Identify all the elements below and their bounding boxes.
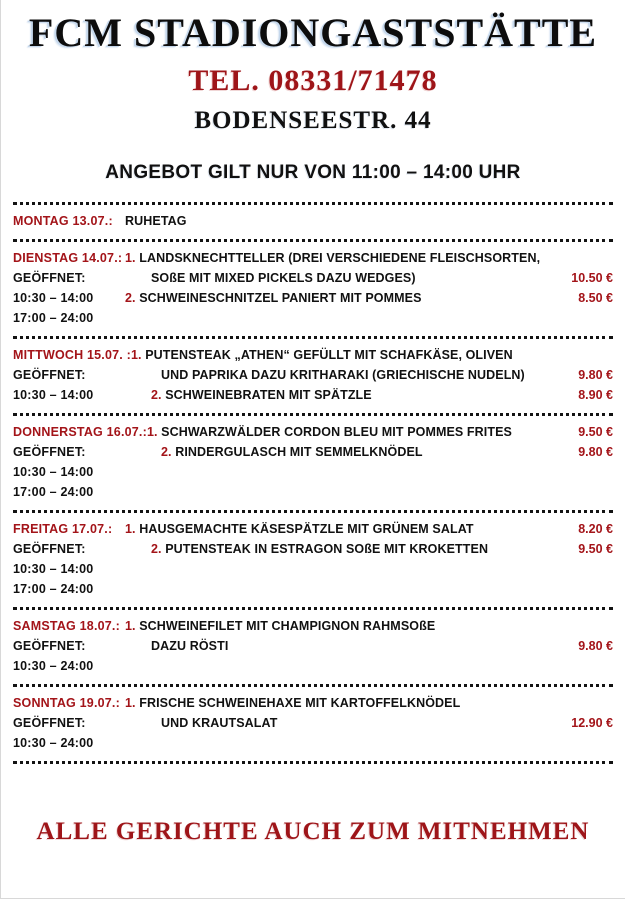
menu-row	[13, 366, 613, 386]
dish-text: SCHWEINEBRATEN MIT SPÄTZLE	[165, 388, 372, 402]
dish-name	[125, 212, 551, 231]
phone-number: TEL. 08331/71478	[188, 64, 438, 97]
menu-row	[13, 249, 613, 269]
dish-price	[551, 617, 613, 623]
opening-hours-label: GEÖFFNET:	[13, 368, 86, 382]
dish-price	[551, 580, 613, 586]
menu-row	[13, 483, 613, 503]
dish-text: SOßE MIT MIXED PICKELS DAZU WEDGES)	[151, 271, 416, 285]
opening-hours-label: 10:30 – 24:00	[13, 659, 94, 673]
day-block	[13, 687, 613, 761]
day-label: SONNTAG 19.07.:	[13, 696, 120, 710]
dish-number: 2.	[161, 445, 176, 459]
page-header	[1, 0, 625, 184]
dish-name	[125, 657, 551, 663]
page-footer	[1, 818, 625, 846]
menu-row	[13, 309, 613, 329]
dish-name	[125, 734, 551, 740]
menu-row	[13, 580, 613, 600]
dish-price: 9.50 €	[578, 542, 613, 556]
dish-price	[551, 309, 613, 315]
menu-row	[13, 346, 613, 366]
dish-text: UND KRAUTSALAT	[161, 716, 278, 730]
opening-hours-label: 10:30 – 14:00	[13, 291, 94, 305]
menu-row	[13, 540, 613, 560]
takeaway-note: ALLE GERICHTE AUCH ZUM MITNEHMEN	[36, 818, 590, 845]
day-label: DONNERSTAG 16.07.:	[13, 425, 147, 439]
dish-text: UND PAPRIKA DAZU KRITHARAKI (GRIECHISCHE NUDELN)	[161, 368, 525, 382]
day-label: MONTAG 13.07.:	[13, 214, 113, 228]
menu-row	[13, 637, 613, 657]
dish-name	[125, 617, 551, 636]
opening-hours-label: 10:30 – 14:00	[13, 465, 94, 479]
menu-row	[13, 617, 613, 637]
dish-text: LANDSKNECHTTELLER (DREI VERSCHIEDENE FLEISCHSORTEN,	[139, 251, 541, 265]
dish-text: PUTENSTEAK IN ESTRAGON SOßE MIT KROKETTEN	[165, 542, 489, 556]
opening-hours-label: GEÖFFNET:	[13, 716, 86, 730]
opening-hours-label: GEÖFFNET:	[13, 542, 86, 556]
dish-name	[125, 309, 551, 315]
menu-row	[13, 694, 613, 714]
dish-price: 12.90 €	[571, 716, 613, 730]
dish-text: DAZU RÖSTI	[151, 639, 229, 653]
dish-name	[125, 386, 551, 405]
menu-row	[13, 463, 613, 483]
dish-text: SCHWEINESCHNITZEL PANIERT MIT POMMES	[139, 291, 422, 305]
dish-text: SCHWARZWÄLDER CORDON BLEU MIT POMMES FRITES	[161, 425, 512, 439]
dish-number: 1.	[125, 619, 140, 633]
day-block	[13, 416, 613, 510]
dish-price	[551, 560, 613, 566]
menu-row	[13, 289, 613, 309]
dish-price	[551, 346, 613, 352]
day-block	[13, 339, 613, 413]
day-block	[13, 242, 613, 336]
dish-text: RUHETAG	[125, 214, 187, 228]
dish-price	[551, 249, 613, 255]
opening-hours-label: GEÖFFNET:	[13, 639, 86, 653]
menu-row	[13, 520, 613, 540]
dish-name	[125, 520, 551, 539]
dish-text: RINDERGULASCH MIT SEMMELKNÖDEL	[175, 445, 423, 459]
menu-row	[13, 443, 613, 463]
dish-number: 1.	[146, 425, 162, 439]
dish-name	[125, 289, 551, 308]
dish-price: 8.90 €	[578, 388, 613, 402]
menu-row	[13, 560, 613, 580]
dish-name	[125, 580, 551, 586]
dish-name	[125, 249, 551, 268]
dish-price	[551, 694, 613, 700]
page-title: FCM STADIONGASTSTÄTTE	[28, 10, 598, 55]
dish-price	[551, 463, 613, 469]
dish-number: 2.	[125, 291, 140, 305]
menu-row	[13, 714, 613, 734]
dish-price: 9.80 €	[578, 368, 613, 382]
dish-name	[131, 346, 551, 365]
dish-text: SCHWEINEFILET MIT CHAMPIGNON RAHMSOßE	[139, 619, 436, 633]
menu-row	[13, 657, 613, 677]
day-label: MITTWOCH 15.07. :	[13, 348, 131, 362]
menu-row	[13, 269, 613, 289]
dish-price: 9.80 €	[578, 445, 613, 459]
dish-name	[125, 694, 551, 713]
dish-price: 10.50 €	[571, 271, 613, 285]
dish-name	[125, 269, 551, 288]
day-label: FREITAG 17.07.:	[13, 522, 113, 536]
opening-hours-label: 10:30 – 14:00	[13, 562, 94, 576]
day-label: SAMSTAG 18.07.:	[13, 619, 120, 633]
opening-hours-label: 17:00 – 24:00	[13, 311, 94, 325]
day-block	[13, 205, 613, 239]
opening-hours-label: 10:30 – 24:00	[13, 736, 94, 750]
dish-name	[125, 463, 551, 469]
section-separator	[13, 761, 613, 764]
opening-hours-label: GEÖFFNET:	[13, 445, 86, 459]
dish-price	[551, 483, 613, 489]
dish-price: 8.20 €	[578, 522, 613, 536]
dish-price	[551, 657, 613, 663]
opening-hours-label: 17:00 – 24:00	[13, 582, 94, 596]
day-block	[13, 513, 613, 607]
menu-row	[13, 212, 613, 232]
day-block	[13, 610, 613, 684]
opening-hours-label: GEÖFFNET:	[13, 271, 86, 285]
dish-name	[125, 443, 551, 462]
dish-number: 1.	[125, 522, 140, 536]
menu-row	[13, 423, 613, 443]
dish-price: 8.50 €	[578, 291, 613, 305]
dish-name	[125, 540, 551, 559]
dish-price: 9.50 €	[578, 425, 613, 439]
opening-hours-label: 10:30 – 14:00	[13, 388, 94, 402]
dish-number: 1.	[131, 348, 146, 362]
menu-row	[13, 734, 613, 754]
dish-price: 9.80 €	[578, 639, 613, 653]
dish-number: 1.	[125, 696, 140, 710]
dish-name	[125, 637, 551, 656]
dish-name	[125, 366, 551, 385]
street-address: BODENSEESTR. 44	[194, 107, 432, 134]
day-label: DIENSTAG 14.07.:	[13, 251, 123, 265]
dish-text: FRISCHE SCHWEINEHAXE MIT KARTOFFELKNÖDEL	[139, 696, 461, 710]
dish-name	[147, 423, 551, 442]
dish-name	[125, 714, 551, 733]
dish-name	[125, 483, 551, 489]
menu-row	[13, 386, 613, 406]
dish-number: 2.	[151, 388, 166, 402]
dish-number: 2.	[151, 542, 166, 556]
opening-hours-label: 17:00 – 24:00	[13, 485, 94, 499]
dish-text: PUTENSTEAK „ATHEN“ GEFÜLLT MIT SCHAFKÄSE, OLIVEN	[145, 348, 513, 362]
dish-text: HAUSGEMACHTE KÄSESPÄTZLE MIT GRÜNEM SALAT	[139, 522, 474, 536]
dish-price	[551, 734, 613, 740]
offer-time-note: ANGEBOT GILT NUR VON 11:00 – 14:00 UHR	[105, 162, 521, 183]
dish-name	[125, 560, 551, 566]
dish-price	[551, 212, 613, 218]
dish-number: 1.	[125, 251, 140, 265]
menu-list	[13, 202, 613, 764]
